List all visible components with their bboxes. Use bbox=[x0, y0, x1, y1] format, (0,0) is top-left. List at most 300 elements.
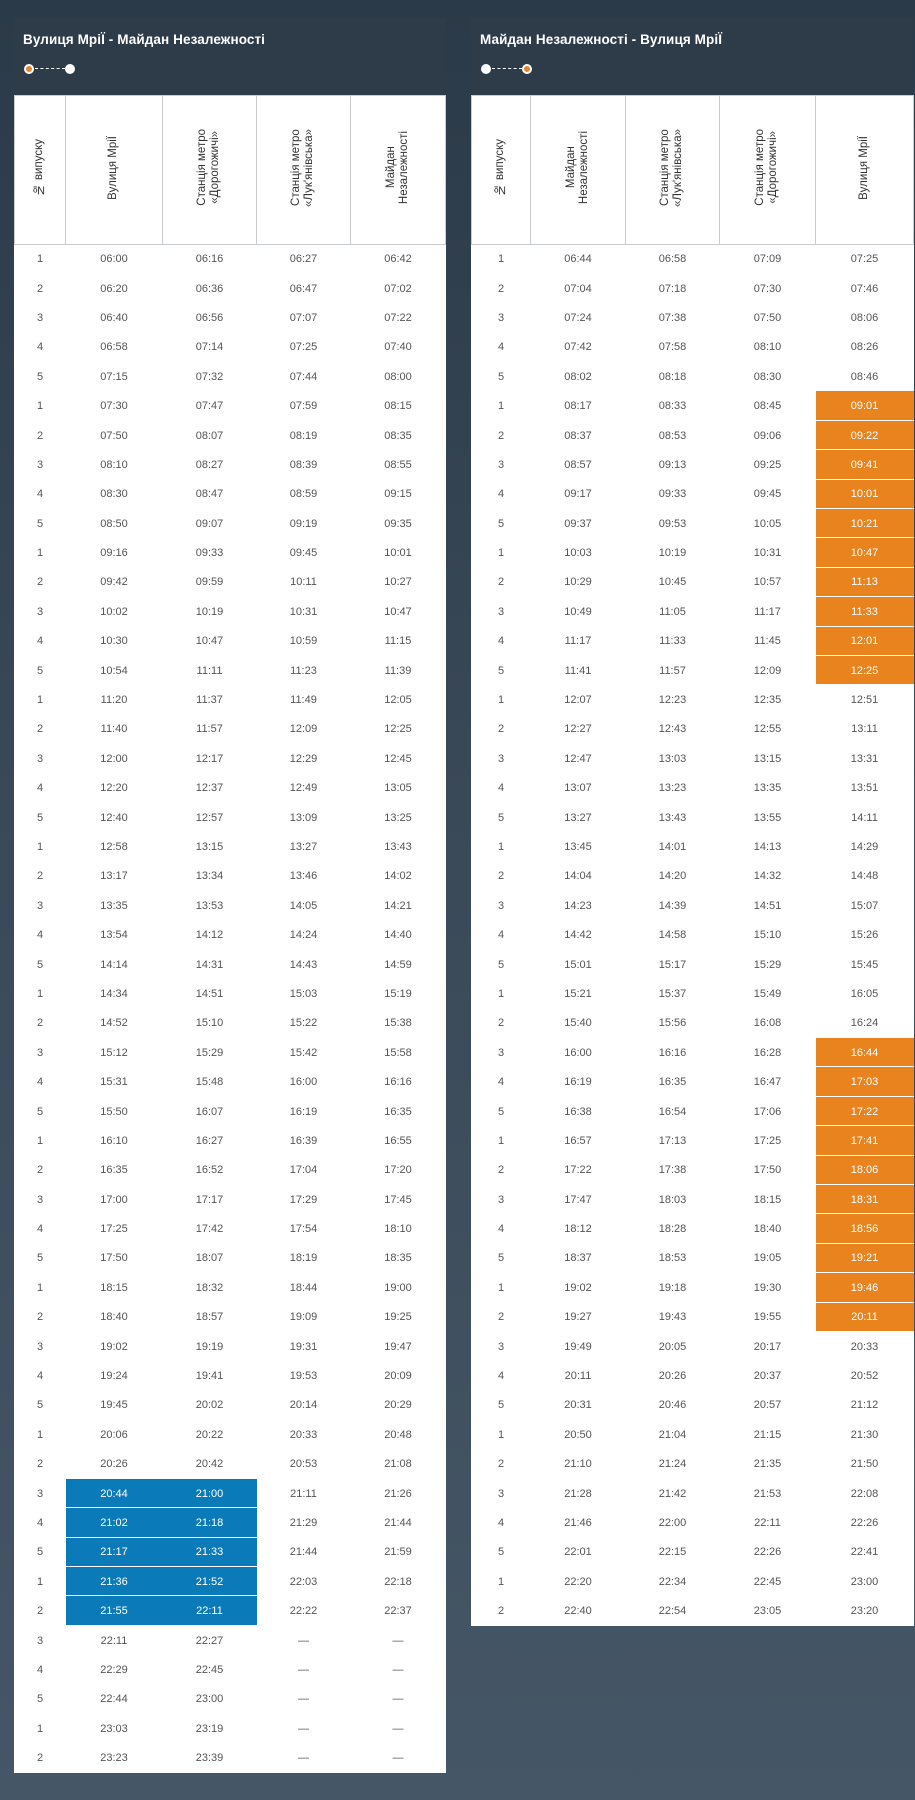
time-cell: 12:51 bbox=[850, 694, 879, 707]
table-row bbox=[15, 333, 446, 362]
time-cell: 14:39 bbox=[658, 899, 687, 912]
time-cell: 10:27 bbox=[384, 576, 412, 589]
release-number-cell: 4 bbox=[36, 1223, 44, 1236]
release-number-cell: 2 bbox=[497, 1164, 505, 1177]
table-row bbox=[472, 1479, 914, 1508]
time-cell: 12:29 bbox=[289, 752, 318, 765]
table-row bbox=[472, 1214, 914, 1243]
release-number-cell: 1 bbox=[36, 694, 44, 707]
time-cell: 19:53 bbox=[289, 1370, 318, 1383]
time-cell: 19:18 bbox=[658, 1281, 687, 1294]
time-cell: 17:42 bbox=[195, 1223, 224, 1236]
time-cell: 20:11 bbox=[564, 1370, 592, 1383]
time-cell: 21:28 bbox=[564, 1487, 592, 1500]
time-cell: 11:23 bbox=[290, 664, 317, 677]
table-row bbox=[15, 627, 446, 656]
time-cell: 20:29 bbox=[384, 1399, 412, 1412]
time-cell: 14:02 bbox=[384, 870, 412, 883]
time-cell: — bbox=[298, 1722, 309, 1735]
table-row bbox=[15, 862, 446, 891]
time-cell: 17:04 bbox=[289, 1164, 318, 1177]
time-cell: 17:20 bbox=[384, 1164, 412, 1177]
release-number-cell: 5 bbox=[36, 1252, 44, 1265]
table-row bbox=[15, 1596, 446, 1625]
release-number-cell: 3 bbox=[497, 458, 505, 471]
time-cell: 11:13 bbox=[816, 568, 914, 597]
table-row bbox=[472, 303, 914, 332]
time-cell: 07:14 bbox=[195, 341, 224, 354]
time-cell: 15:12 bbox=[100, 1046, 128, 1059]
table-row bbox=[472, 450, 914, 479]
time-cell: 12:09 bbox=[289, 723, 318, 736]
time-cell: 09:19 bbox=[289, 517, 318, 530]
time-cell: 12:58 bbox=[100, 841, 128, 853]
time-cell: 21:35 bbox=[753, 1458, 782, 1471]
time-cell: 13:25 bbox=[384, 811, 412, 824]
timetable-header-row bbox=[15, 96, 446, 245]
header-stop: Станція метро «Лук'янівська» bbox=[257, 96, 351, 245]
time-cell: 18:15 bbox=[100, 1281, 128, 1294]
release-number-cell: 2 bbox=[36, 723, 44, 736]
time-cell: 16:16 bbox=[658, 1046, 687, 1059]
time-cell: 19:05 bbox=[753, 1252, 782, 1265]
release-number-cell: 2 bbox=[497, 576, 505, 589]
time-cell: 18:28 bbox=[658, 1223, 687, 1236]
time-cell: 09:16 bbox=[100, 547, 128, 560]
release-number-cell: 5 bbox=[36, 958, 44, 971]
time-cell: 08:18 bbox=[658, 370, 687, 383]
release-number-cell: 4 bbox=[36, 1663, 44, 1676]
table-row bbox=[15, 891, 446, 920]
release-number-cell: 5 bbox=[36, 370, 44, 383]
time-cell: 06:16 bbox=[195, 253, 224, 266]
time-cell: 20:48 bbox=[384, 1428, 412, 1441]
time-cell: 14:48 bbox=[850, 870, 879, 883]
table-row bbox=[15, 803, 446, 832]
release-number-cell: 1 bbox=[497, 1428, 505, 1441]
time-cell: 18:32 bbox=[195, 1281, 224, 1294]
time-cell: 16:35 bbox=[100, 1164, 128, 1177]
time-cell: 14:51 bbox=[195, 987, 224, 1000]
table-row bbox=[472, 1038, 914, 1067]
time-cell: 18:07 bbox=[195, 1252, 224, 1265]
time-cell: 12:47 bbox=[564, 752, 592, 765]
time-cell: 15:45 bbox=[850, 958, 879, 971]
table-row bbox=[472, 832, 914, 861]
time-cell: 08:15 bbox=[384, 400, 412, 413]
time-cell: 13:53 bbox=[195, 899, 224, 912]
time-cell: 17:41 bbox=[816, 1126, 914, 1155]
release-number-cell: 1 bbox=[497, 694, 505, 707]
time-cell: 11:17 bbox=[754, 605, 781, 618]
time-cell: 22:37 bbox=[384, 1605, 412, 1618]
time-cell: 06:36 bbox=[195, 282, 224, 295]
time-cell: 07:38 bbox=[658, 311, 687, 324]
time-cell: 08:26 bbox=[850, 341, 879, 354]
release-number-cell: 5 bbox=[497, 664, 505, 677]
time-cell: 08:33 bbox=[658, 400, 687, 413]
time-cell: 13:09 bbox=[289, 811, 318, 824]
time-cell: — bbox=[392, 1722, 404, 1735]
table-row bbox=[15, 1214, 446, 1243]
release-number-cell: 1 bbox=[36, 547, 44, 560]
table-row bbox=[15, 597, 446, 626]
table-row bbox=[472, 744, 914, 773]
time-cell: 16:19 bbox=[289, 1105, 318, 1118]
time-cell: 18:44 bbox=[289, 1281, 318, 1294]
release-number-cell: 5 bbox=[36, 1693, 44, 1706]
time-cell: 07:04 bbox=[564, 282, 592, 295]
time-cell: 08:57 bbox=[564, 458, 592, 471]
time-cell: 11:49 bbox=[290, 694, 317, 707]
table-row bbox=[15, 1685, 446, 1714]
time-cell: 19:00 bbox=[384, 1281, 412, 1294]
release-number-cell: 1 bbox=[36, 1428, 44, 1441]
table-row bbox=[15, 979, 446, 1008]
time-cell: 20:52 bbox=[850, 1370, 879, 1383]
time-cell: 14:34 bbox=[100, 987, 128, 1000]
release-number-cell: 5 bbox=[36, 1546, 44, 1559]
table-row bbox=[15, 1567, 446, 1596]
release-number-cell: 4 bbox=[497, 929, 505, 942]
table-row bbox=[15, 245, 446, 274]
table-row bbox=[472, 1273, 914, 1302]
time-cell: 11:11 bbox=[196, 664, 223, 677]
release-number-cell: 2 bbox=[36, 1164, 44, 1177]
release-number-cell: 1 bbox=[497, 547, 505, 560]
time-cell: 10:03 bbox=[564, 547, 592, 560]
time-cell: 16:38 bbox=[564, 1105, 592, 1118]
time-cell: 12:40 bbox=[100, 811, 128, 824]
release-number-cell: 1 bbox=[36, 1575, 44, 1588]
time-cell: 08:47 bbox=[195, 488, 224, 501]
time-cell: 21:44 bbox=[289, 1546, 318, 1559]
time-cell: 15:42 bbox=[289, 1046, 318, 1059]
release-number-cell: 4 bbox=[36, 341, 44, 354]
table-row bbox=[472, 774, 914, 803]
release-number-cell: 2 bbox=[36, 1605, 44, 1618]
time-cell: 21:29 bbox=[289, 1516, 318, 1529]
route-title: Вулиця МріЇ - Майдан Незалежності bbox=[23, 32, 266, 47]
time-cell: 21:24 bbox=[658, 1458, 687, 1471]
release-number-cell: 5 bbox=[497, 811, 505, 824]
table-row bbox=[472, 1567, 914, 1596]
table-row bbox=[472, 245, 914, 274]
release-number-cell: 2 bbox=[497, 1458, 505, 1471]
time-cell: 20:26 bbox=[100, 1458, 128, 1471]
time-cell: 19:02 bbox=[100, 1340, 128, 1353]
timetable bbox=[14, 95, 446, 1773]
table-row bbox=[15, 1626, 446, 1655]
time-cell: 19:27 bbox=[564, 1311, 592, 1324]
release-number-cell: 3 bbox=[497, 1487, 505, 1500]
release-number-cell: 5 bbox=[36, 811, 44, 824]
time-cell: 08:27 bbox=[195, 458, 224, 471]
release-number-cell: 1 bbox=[36, 1281, 44, 1294]
header-stop: Вулиця МріЇ bbox=[816, 96, 914, 245]
table-row bbox=[15, 1126, 446, 1155]
time-cell: 15:10 bbox=[195, 1017, 224, 1030]
time-cell: 12:55 bbox=[753, 723, 782, 736]
route-title: Майдан Незалежності - Вулиця МріЇ bbox=[480, 32, 723, 47]
header-stop: Станція метро «Лук'янівська» bbox=[626, 96, 720, 245]
time-cell: 16:00 bbox=[564, 1046, 592, 1059]
time-cell: 12:17 bbox=[195, 752, 224, 765]
release-number-cell: 1 bbox=[497, 1281, 505, 1294]
time-cell: 21:02 bbox=[66, 1508, 163, 1537]
time-cell: 11:45 bbox=[754, 635, 781, 648]
time-cell: 21:00 bbox=[163, 1479, 257, 1508]
release-number-cell: 1 bbox=[36, 841, 44, 853]
time-cell: 13:27 bbox=[564, 811, 592, 824]
release-number-cell: 1 bbox=[497, 987, 505, 1000]
release-number-cell: 1 bbox=[36, 987, 44, 1000]
table-row bbox=[15, 715, 446, 744]
route-direction-indicator[interactable] bbox=[24, 62, 76, 76]
time-cell: — bbox=[298, 1693, 309, 1706]
time-cell: 17:13 bbox=[658, 1134, 687, 1147]
release-number-cell: 5 bbox=[497, 1105, 505, 1118]
time-cell: 18:35 bbox=[384, 1252, 412, 1265]
time-cell: 10:45 bbox=[658, 576, 687, 589]
time-cell: 13:51 bbox=[850, 782, 879, 795]
release-number-cell: 4 bbox=[497, 1223, 505, 1236]
time-cell: 06:47 bbox=[289, 282, 318, 295]
release-number-cell: 1 bbox=[36, 1134, 44, 1147]
table-row bbox=[15, 1038, 446, 1067]
time-cell: 08:59 bbox=[289, 488, 318, 501]
table-row bbox=[15, 744, 446, 773]
time-cell: 13:55 bbox=[753, 811, 782, 824]
release-number-cell: 3 bbox=[36, 605, 44, 618]
time-cell: 13:43 bbox=[658, 811, 687, 824]
time-cell: 18:10 bbox=[384, 1223, 412, 1236]
time-cell: 17:54 bbox=[289, 1223, 318, 1236]
time-cell: 08:50 bbox=[100, 517, 128, 530]
time-cell: 20:09 bbox=[384, 1370, 412, 1383]
time-cell: 15:07 bbox=[850, 899, 879, 912]
time-cell: 09:53 bbox=[658, 517, 687, 530]
time-cell: 14:29 bbox=[850, 841, 879, 853]
time-cell: 18:40 bbox=[100, 1311, 128, 1324]
time-cell: 11:39 bbox=[384, 664, 412, 677]
table-row bbox=[15, 1332, 446, 1361]
time-cell: 10:49 bbox=[564, 605, 592, 618]
time-cell: 16:05 bbox=[850, 987, 879, 1000]
time-cell: 09:59 bbox=[195, 576, 224, 589]
time-cell: 09:33 bbox=[195, 547, 224, 560]
table-row bbox=[472, 950, 914, 979]
release-number-cell: 3 bbox=[497, 1340, 505, 1353]
time-cell: 15:03 bbox=[289, 987, 318, 1000]
time-cell: 12:23 bbox=[658, 694, 687, 707]
release-number-cell: 2 bbox=[36, 429, 44, 442]
time-cell: 16:54 bbox=[658, 1105, 687, 1118]
time-cell: 11:17 bbox=[564, 635, 592, 648]
release-number-cell: 1 bbox=[36, 253, 44, 266]
release-number-cell: 3 bbox=[36, 1487, 44, 1500]
time-cell: 15:26 bbox=[850, 929, 879, 942]
time-cell: 10:30 bbox=[100, 635, 128, 648]
release-number-cell: 3 bbox=[36, 458, 44, 471]
time-cell: — bbox=[298, 1634, 309, 1647]
time-cell: 20:11 bbox=[816, 1303, 914, 1332]
time-cell: 09:41 bbox=[816, 450, 914, 479]
time-cell: — bbox=[392, 1663, 404, 1676]
release-number-cell: 5 bbox=[497, 517, 505, 530]
time-cell: 20:50 bbox=[564, 1428, 592, 1441]
release-number-cell: 1 bbox=[497, 1134, 505, 1147]
time-cell: 07:50 bbox=[753, 311, 782, 324]
time-cell: 14:32 bbox=[753, 870, 782, 883]
time-cell: 14:23 bbox=[564, 899, 592, 912]
time-cell: 08:07 bbox=[195, 429, 224, 442]
release-number-cell: 2 bbox=[36, 1311, 44, 1324]
time-cell: 13:23 bbox=[658, 782, 687, 795]
time-cell: 12:57 bbox=[195, 811, 224, 824]
release-number-cell: 4 bbox=[36, 929, 44, 942]
time-cell: 23:19 bbox=[195, 1722, 224, 1735]
table-row bbox=[15, 1479, 446, 1508]
time-cell: 21:12 bbox=[850, 1399, 879, 1412]
table-row bbox=[472, 568, 914, 597]
table-row bbox=[15, 1508, 446, 1537]
release-number-cell: 5 bbox=[497, 1546, 505, 1559]
time-cell: 19:02 bbox=[564, 1281, 592, 1294]
table-row bbox=[472, 597, 914, 626]
time-cell: 17:38 bbox=[658, 1164, 687, 1177]
table-row bbox=[15, 538, 446, 567]
time-cell: 10:05 bbox=[753, 517, 782, 530]
time-cell: 14:04 bbox=[564, 870, 592, 883]
release-number-cell: 5 bbox=[497, 370, 505, 383]
header-release-number: № випуску bbox=[15, 96, 66, 245]
time-cell: 11:57 bbox=[659, 664, 686, 677]
time-cell: 11:37 bbox=[196, 694, 223, 707]
time-cell: 20:14 bbox=[289, 1399, 318, 1412]
table-row bbox=[15, 950, 446, 979]
table-row bbox=[472, 1126, 914, 1155]
time-cell: 06:42 bbox=[384, 253, 412, 266]
time-cell: 17:06 bbox=[753, 1105, 782, 1118]
time-cell: 07:24 bbox=[564, 311, 592, 324]
time-cell: 14:24 bbox=[289, 929, 318, 942]
release-number-cell: 5 bbox=[36, 664, 44, 677]
time-cell: 22:00 bbox=[658, 1516, 687, 1529]
time-cell: 21:44 bbox=[384, 1516, 412, 1529]
table-row bbox=[472, 480, 914, 509]
time-cell: 20:33 bbox=[289, 1428, 318, 1441]
time-cell: 13:15 bbox=[753, 752, 782, 765]
time-cell: 07:44 bbox=[289, 370, 318, 383]
release-number-cell: 5 bbox=[497, 1252, 505, 1265]
time-cell: 12:37 bbox=[195, 782, 224, 795]
time-cell: 14:58 bbox=[658, 929, 687, 942]
time-cell: 14:59 bbox=[384, 958, 412, 971]
table-row bbox=[472, 920, 914, 949]
release-number-cell: 2 bbox=[36, 1017, 44, 1030]
time-cell: 08:37 bbox=[564, 429, 592, 442]
time-cell: 22:40 bbox=[564, 1605, 592, 1618]
time-cell: 10:11 bbox=[290, 576, 317, 589]
time-cell: 15:56 bbox=[658, 1017, 687, 1030]
time-cell: 10:01 bbox=[816, 480, 914, 509]
table-row bbox=[15, 832, 446, 861]
time-cell: 07:22 bbox=[384, 311, 412, 324]
time-cell: 14:12 bbox=[195, 929, 224, 942]
time-cell: 16:35 bbox=[658, 1076, 687, 1089]
time-cell: 14:14 bbox=[100, 958, 128, 971]
time-cell: 18:15 bbox=[753, 1193, 782, 1206]
table-row bbox=[472, 891, 914, 920]
time-cell: 15:29 bbox=[195, 1046, 224, 1059]
time-cell: 16:55 bbox=[384, 1134, 412, 1147]
time-cell: 10:47 bbox=[384, 605, 412, 618]
time-cell: 15:01 bbox=[564, 958, 592, 971]
time-cell: 22:41 bbox=[850, 1546, 879, 1559]
panel-header bbox=[14, 18, 445, 95]
table-row bbox=[15, 1538, 446, 1567]
time-cell: 20:22 bbox=[195, 1428, 224, 1441]
time-cell: 12:45 bbox=[384, 752, 412, 765]
table-row bbox=[472, 391, 914, 420]
time-cell: 12:35 bbox=[753, 694, 782, 707]
header-release-number: № випуску bbox=[472, 96, 531, 245]
time-cell: 16:35 bbox=[384, 1105, 412, 1118]
release-number-cell: 1 bbox=[36, 1722, 44, 1735]
time-cell: 07:50 bbox=[100, 429, 128, 442]
time-cell: 13:27 bbox=[289, 841, 318, 853]
table-row bbox=[15, 1067, 446, 1096]
time-cell: 22:11 bbox=[754, 1516, 781, 1529]
time-cell: 13:31 bbox=[850, 752, 879, 765]
time-cell: 20:05 bbox=[658, 1340, 687, 1353]
time-cell: 19:41 bbox=[195, 1370, 224, 1383]
release-number-cell: 2 bbox=[36, 870, 44, 883]
table-row bbox=[472, 1450, 914, 1479]
time-cell: 09:42 bbox=[100, 576, 128, 589]
table-row bbox=[15, 1156, 446, 1185]
time-cell: 15:48 bbox=[195, 1076, 224, 1089]
time-cell: 20:02 bbox=[195, 1399, 224, 1412]
release-number-cell: 4 bbox=[36, 1516, 44, 1529]
table-row bbox=[472, 685, 914, 714]
table-row bbox=[472, 1303, 914, 1332]
time-cell: 07:40 bbox=[384, 341, 412, 354]
table-row bbox=[15, 450, 446, 479]
time-cell: 15:31 bbox=[100, 1076, 128, 1089]
table-row bbox=[15, 1009, 446, 1038]
route-direction-indicator[interactable] bbox=[481, 62, 533, 76]
time-cell: 15:37 bbox=[658, 987, 687, 1000]
release-number-cell: 2 bbox=[497, 870, 505, 883]
time-cell: 08:35 bbox=[384, 429, 412, 442]
time-cell: 06:44 bbox=[564, 253, 592, 266]
time-cell: 16:24 bbox=[850, 1017, 879, 1030]
time-cell: 08:53 bbox=[658, 429, 687, 442]
time-cell: 16:39 bbox=[289, 1134, 318, 1147]
table-row bbox=[472, 1244, 914, 1273]
table-row bbox=[15, 656, 446, 685]
time-cell: 19:24 bbox=[100, 1370, 128, 1383]
table-row bbox=[472, 1538, 914, 1567]
time-cell: 16:07 bbox=[195, 1105, 224, 1118]
timetable bbox=[471, 95, 914, 1626]
time-cell: 16:08 bbox=[753, 1017, 782, 1030]
time-cell: 13:45 bbox=[564, 841, 592, 853]
time-cell: 22:34 bbox=[658, 1575, 687, 1588]
time-cell: 21:18 bbox=[163, 1508, 257, 1537]
